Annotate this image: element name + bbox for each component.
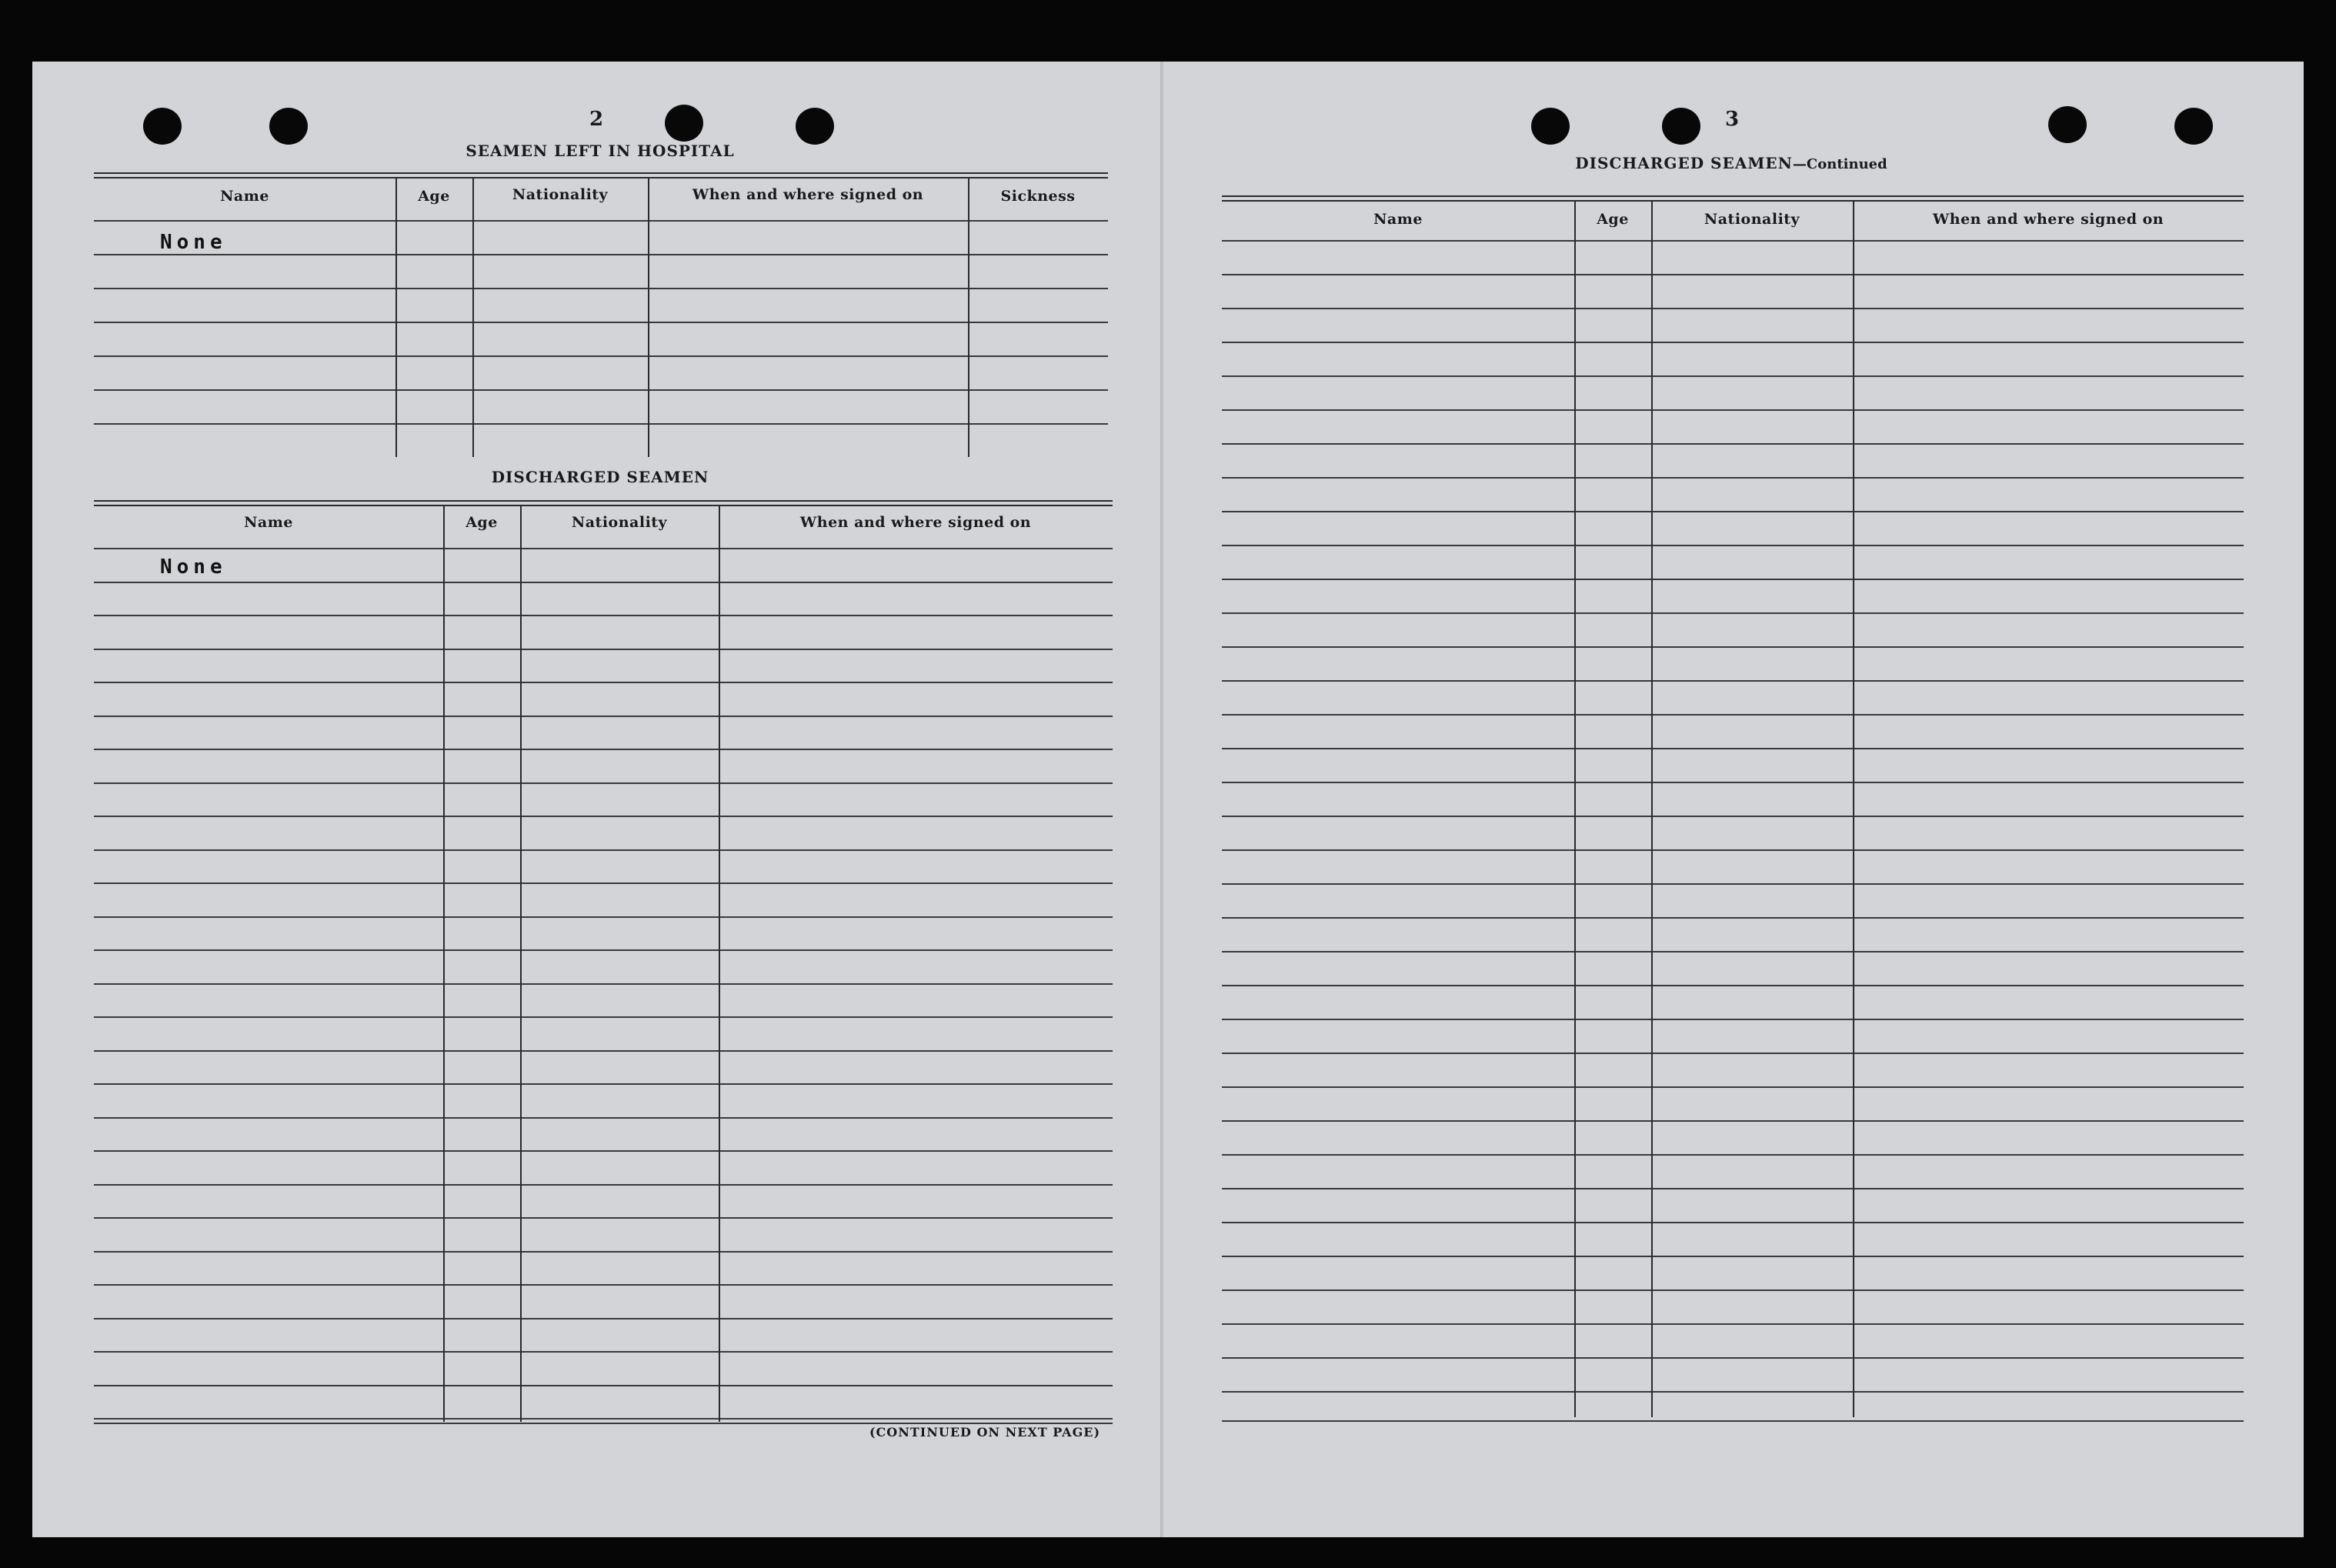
column-header-age: Age [466,514,498,531]
table-row-line [1222,1053,2244,1054]
table-row-line [1222,240,2244,242]
column-divider [1651,202,1653,1417]
table-row-line [1222,1222,2244,1223]
table-row-line [1222,443,2244,445]
discharged-section-title: DISCHARGED SEAMEN [491,468,709,486]
table-row-line [1222,1120,2244,1122]
table-row-line [94,1016,1113,1018]
column-header-signed-on: When and where signed on [799,514,1032,531]
table-row-line [1222,849,2244,851]
page-fold [1160,62,1163,1537]
table-row-line [1222,1357,2244,1359]
column-header-nationality: Nationality [571,514,668,531]
table-row-line [1222,579,2244,580]
column-header-nationality: Nationality [512,186,609,203]
hospital-section-title: SEAMEN LEFT IN HOSPITAL [466,142,735,160]
column-header-nationality: Nationality [1704,211,1800,228]
table-row-line [94,916,1113,918]
table-row-line [1222,1086,2244,1088]
table-row-line [1222,985,2244,986]
table-row-line [94,1351,1113,1353]
table-row-line [94,1251,1113,1253]
column-header-signed-on: When and where signed on [1932,211,2164,228]
table-row-line [1222,375,2244,377]
table-row-line [94,1217,1113,1219]
column-divider [1574,202,1576,1417]
table-row-line [1222,342,2244,343]
table-row-line [1222,816,2244,817]
table-row-line [1222,917,2244,919]
discharged-continued-title [1516,154,1947,172]
discharged-table [94,500,1113,1416]
column-header-signed-on: When and where signed on [692,186,924,203]
punch-hole [1531,108,1570,145]
punch-hole [665,105,703,142]
column-header-name: Name [1373,211,1423,228]
table-row-line [1222,951,2244,952]
table-row-line [94,949,1113,951]
table-row-line [94,882,1113,884]
table-row-line [94,1184,1113,1186]
column-header-age: Age [418,188,450,205]
table-row-line [94,423,1108,425]
table-row-line [94,582,1113,583]
table-row-line [1222,1391,2244,1393]
table-row-line [1222,477,2244,479]
discharged-entry-text: None [160,555,227,579]
table-row-line [94,749,1113,750]
table-row-line [1222,1188,2244,1189]
table-row-line [94,1418,1113,1420]
column-divider [719,506,720,1422]
table-row-line [1222,274,2244,275]
page-number-left: 2 [589,108,604,131]
table-row-line [94,983,1113,985]
column-divider [395,178,397,457]
table-row-line [1222,1019,2244,1020]
table-row-line [1222,1256,2244,1257]
table-row-line [1222,1289,2244,1291]
punch-hole [1662,108,1700,145]
column-divider [520,506,522,1422]
table-row-line [94,782,1113,784]
punch-hole [143,108,182,145]
table-bottom-rule [1222,1420,2244,1422]
column-divider [1853,202,1854,1417]
table-row-line [94,849,1113,851]
table-row-line [94,649,1113,650]
table-row-line [1222,409,2244,411]
table-row-line [1222,612,2244,614]
table-row-line [1222,883,2244,885]
column-divider [472,178,474,457]
table-row-line [94,1117,1113,1119]
column-header-age: Age [1597,211,1629,228]
column-divider [968,178,969,457]
table-row-line [94,816,1113,817]
column-header-sickness: Sickness [1000,188,1076,205]
punch-hole [796,108,834,145]
table-row-line [94,322,1108,323]
table-row-line [1222,748,2244,749]
table-row-line [94,1385,1113,1386]
table-row-line [94,355,1108,357]
page-number-right: 3 [1724,108,1740,131]
table-row-line [94,1150,1113,1152]
column-divider [443,506,445,1422]
table-row-line [1222,782,2244,783]
table-row-line [1222,680,2244,682]
table-row-line [1222,545,2244,546]
table-row-line [94,1318,1113,1319]
table-row-line [94,1050,1113,1052]
table-row-line [1222,646,2244,648]
table-row-line [94,1284,1113,1286]
punch-hole [269,108,308,145]
hospital-entry-text: None [160,231,227,254]
table-row-line [1222,511,2244,512]
continued-note: (CONTINUED ON NEXT PAGE) [869,1425,1101,1440]
discharged-continued-suffix: —Continued [1792,156,1887,172]
discharged-continued-table [1222,195,2244,1417]
table-row-line [1222,1323,2244,1325]
column-header-name: Name [244,514,293,531]
table-row-line [1222,1154,2244,1156]
discharged-continued-title-main: DISCHARGED SEAMEN [1575,154,1793,172]
punch-hole [2174,108,2213,145]
column-header-name: Name [220,188,269,205]
table-row-line [94,682,1113,683]
hospital-table [94,172,1108,457]
table-row-line [94,615,1113,616]
punch-hole [2048,106,2087,143]
table-bottom-rule [94,1423,1113,1424]
table-row-line [94,716,1113,717]
table-row-line [94,389,1108,391]
table-row-line [94,1083,1113,1085]
table-row-line [1222,714,2244,716]
table-row-line [1222,308,2244,309]
table-row-line [94,254,1108,255]
column-divider [648,178,649,457]
table-row-line [94,288,1108,289]
table-row-line [94,220,1108,222]
table-row-line [94,548,1113,549]
